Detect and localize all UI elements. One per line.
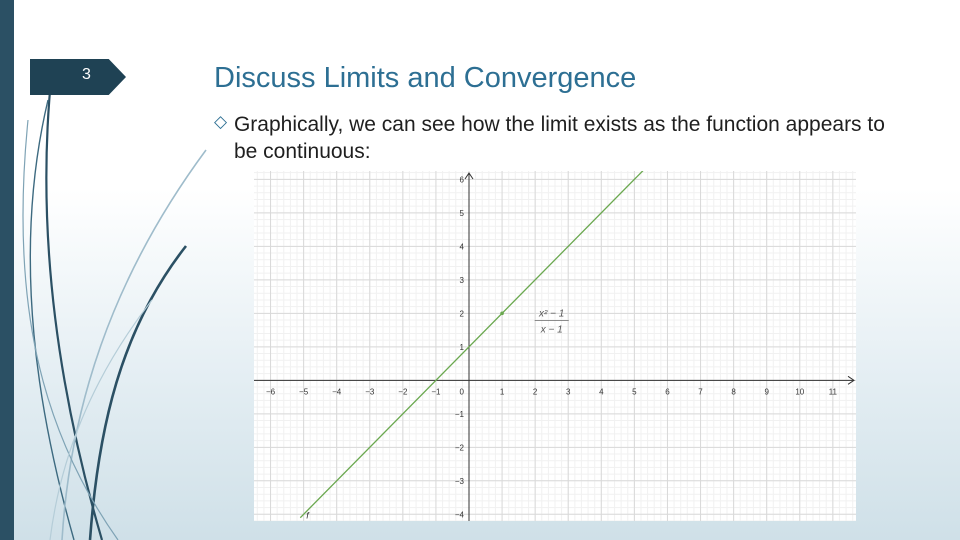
graph-panel: [254, 171, 856, 521]
x-tick-label: 7: [698, 387, 703, 397]
x-tick-label: 3: [566, 387, 571, 397]
x-tick-label: 6: [665, 387, 670, 397]
x-tick-label: −4: [332, 387, 342, 397]
slide-number-tab: [30, 59, 126, 95]
x-tick-label: 8: [731, 387, 736, 397]
x-tick-label: 4: [599, 387, 604, 397]
function-label-numerator: x² − 1: [539, 308, 565, 320]
bullet-text: Graphically, we can see how the limit exists as the function appears to be continuous:: [233, 113, 885, 163]
swoosh-line: [46, 70, 102, 540]
x-tick-label: 2: [532, 387, 538, 397]
swoosh-line: [30, 100, 74, 540]
diamond-bullet-icon: ◇: [214, 112, 228, 131]
function-graph: [254, 171, 856, 521]
swoosh-line: [90, 246, 186, 540]
swoosh-line: [23, 120, 118, 540]
x-tick-label: −1: [431, 387, 441, 397]
slide-title: Discuss Limits and Convergence: [214, 62, 637, 94]
x-tick-label: 10: [795, 387, 805, 397]
x-tick-label: −2: [398, 387, 408, 397]
y-tick-label: 3: [459, 275, 464, 285]
y-tick-label: 2: [459, 309, 464, 319]
x-tick-label: 5: [632, 387, 637, 397]
y-tick-label: −3: [454, 476, 464, 486]
data-point: [500, 312, 504, 316]
y-tick-label: 4: [459, 242, 464, 252]
x-tick-label: −5: [299, 387, 309, 397]
x-tick-label: 9: [764, 387, 769, 397]
series-line: [300, 171, 644, 518]
x-tick-label: 1: [499, 387, 505, 397]
origin-label: 0: [459, 387, 464, 397]
function-label-denominator: x − 1: [540, 324, 563, 336]
bullet-item: [214, 111, 894, 165]
x-tick-label: −6: [265, 387, 276, 397]
y-tick-label: 1: [459, 342, 464, 352]
y-tick-label: 5: [459, 208, 464, 218]
y-tick-label: −2: [454, 443, 464, 453]
swoosh-line: [62, 150, 206, 540]
x-tick-label: −3: [365, 387, 375, 397]
y-tick-label: −4: [454, 510, 464, 520]
slide-number: 3: [82, 66, 91, 83]
y-tick-label: 6: [459, 175, 464, 185]
line-endpoint-label: f: [306, 510, 309, 521]
y-tick-label: −1: [454, 409, 464, 419]
x-tick-label: 11: [828, 387, 838, 397]
